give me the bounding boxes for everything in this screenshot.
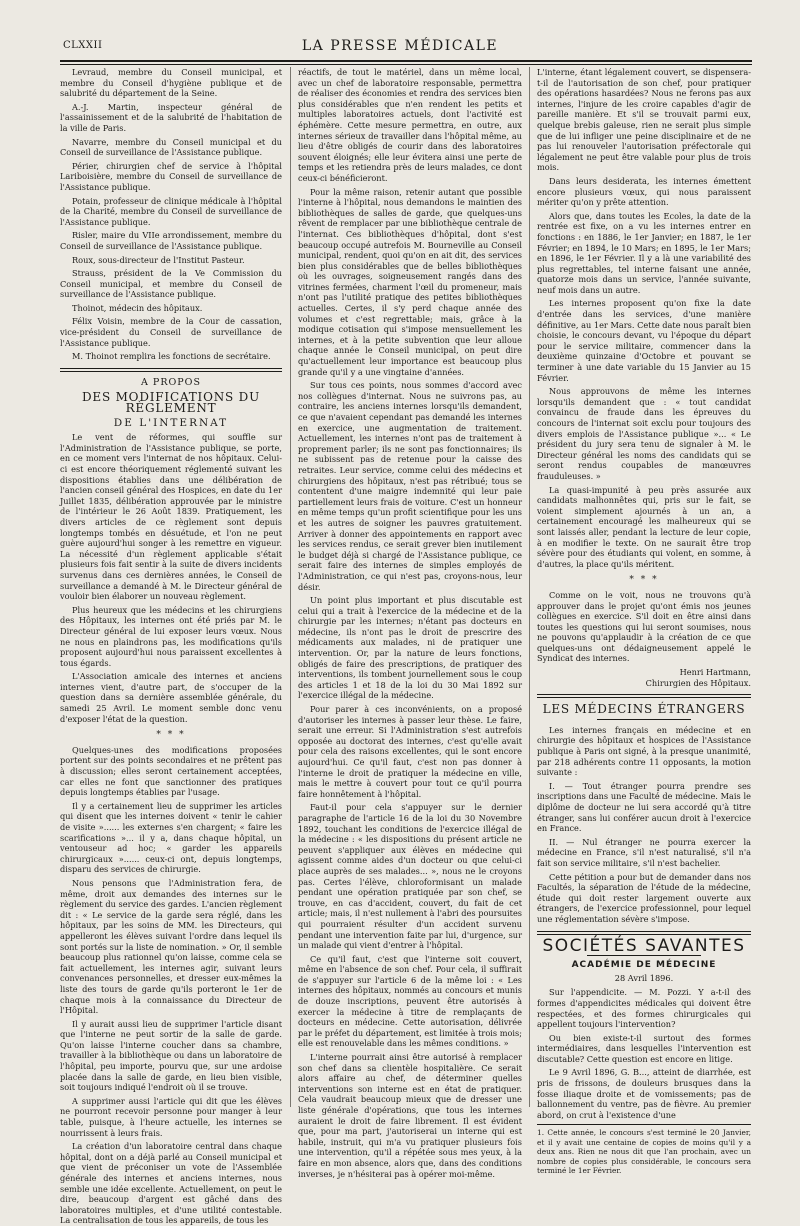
article-paragraph: Le 9 Avril 1896, G. B..., atteint de diarrhée, est pris de frissons, de douleurs brusques dans la fosse iliaque droite et de vomissements; pas de ballonnement du ventre, pas de fièvre. Au premier abord, on crut à l'existence d'une xyxy=(537,1067,751,1120)
commission-members-list xyxy=(60,67,282,362)
article-paragraph: La quasi-impunité à peu près assurée aux candidats malhonnêtes qui, pris sur le fait, se voient simplement ajournés à un an, a certainement encouragé les malheureux qui se sont laissés aller, pendant la lecture de leur copie, à en modifier le texte. On ne saurait être trop sévère pour des étudiants qui volent, en somme, à d'autres, la place qu'ils méritent. xyxy=(537,484,751,569)
section-rule xyxy=(537,694,751,698)
article-paragraph: L'Association amicale des internes et anciens internes vient, d'autre part, de s'occuper de la question dans sa dernière assemblée générale, du samedi 25 Avril. Le moment semble donc venu d'exposer l'état de la question. xyxy=(60,671,282,724)
article-paragraph: Sur l'appendicite. — M. Pozzi. Y a-t-il des formes d'appendicites médicales qui doivent être respectées, et des formes chirurgicales qui appellent toujours l'intervention? xyxy=(537,987,751,1030)
article-paragraph: II. — Nul étranger ne pourra exercer la médecine en France, s'il n'est naturalisé, s'il n'a fait son service militaire, s'il n'est bachelier. xyxy=(537,836,751,868)
section-dots: * * * xyxy=(156,730,186,741)
section-dots: * * * xyxy=(629,575,659,586)
member-entry: M. Thoinot remplira les fonctions de secrétaire. xyxy=(72,351,271,362)
article-paragraph: Ce qu'il faut, c'est que l'interne soit couvert, même en l'absence de son chef. Pour cela, il suffirait de s'appuyer sur l'article 6 de la même loi : « Les internes des hôpitaux, nommés au concours et munis de douze inscriptions, peuvent être autorisés à exercer la médecine à titre de remplaçants de docteurs en médecine. Cette autorisation, délivrée par le préfet du département, est limitée à trois mois; elle est renouvelable dans les mêmes conditions. » xyxy=(298,953,522,1049)
article-paragraph: réactifs, de tout le matériel, dans un même local, avec un chef de laboratoire responsable, permettra de réaliser des économies et rendra des services bien plus considérables que n'en rendent les petits et multiples laboratoires actuels, dont l'activité est éphémère. Cette mesure permettra, en outre, aux internes sérieux de travailler dans l'hôpital même, au lieu d'être obligés de courir dans des laboratoires souvent éloignés; elle leur évitera ainsi une perte de temps et les retiendra près de leurs malades, ce dont ceux-ci bénéficieront. xyxy=(298,67,522,183)
member-entry: A.-J. Martin, inspecteur général de l'assainissement et de la salubrité de l'habitation de la ville de Paris. xyxy=(60,101,282,133)
article-paragraph: Pour la même raison, retenir autant que possible l'interne à l'hôpital, nous demandons le maintien des bibliothèques de salles de garde, que quelques-uns rêvent de remplacer par une bibliothèque centrale de l'internat. Ces bibliothèques d'hôpital, dont s'est beaucoup occupé autrefois M. Bourneville au Conseil municipal, rendent, quoi qu'on en ait dit, des services bien plus considérables que de belles bibliothèques où les ouvrages, soigneusement rangés dans des vitrines fermées, charment l'œil du promeneur, mais n'ont pas l'utilité pratique des petites bibliothèques actuelles. Certes, il s'y perd chaque année des volumes et c'est regrettable; mais, grâce à la modique cotisation qui s'impose mensuellement les internes, et à la petite subvention que leur alloue chaque année le Conseil municipal, on peut dire qu'actuellement leur importance est beaucoup plus grande qu'il y a une vingtaine d'années. xyxy=(298,186,522,377)
article-paragraph: Le vent de réformes, qui souffle sur l'Administration de l'Assistance publique, se porte, en ce moment vers l'internat de nos hôpitaux. Celui-ci est encore théoriquement réglementé suivant les dispositions établies dans une délibération de l'ancien conseil général des Hospices, en date du 1er Juillet 1835, délibération approuvée par le ministre de l'intérieur le 26 Août 1839. Pratiquement, les divers articles de ce règlement sont depuis longtemps tombés en désuétude, et l'on ne peut guère aujourd'hui songer à les remettre en vigueur. La nécessité d'un règlement applicable s'était plusieurs fois fait sentir à la suite de divers incidents survenus dans ces dernières années, le Conseil de surveillance a demandé à M. le Directeur général de vouloir bien élaborer un nouveau règlement. xyxy=(60,432,282,602)
article-paragraph: Plus heureux que les médecins et les chirurgiens des Hôpitaux, les internes ont été priés par M. le Directeur général de lui exposer leurs vœux. Nous ne nous en plaindrons pas, les modifications qu'ils proposent aujourd'hui nous paraissent excellentes à tous égards. xyxy=(60,604,282,668)
member-entry: Potain, professeur de clinique médicale à l'hôpital de la Charité, membre du Conseil de surveillance de l'Assistance publique. xyxy=(60,195,282,227)
column-left xyxy=(60,67,282,1226)
member-entry: Navarre, membre du Conseil municipal et du Conseil de surveillance de l'Assistance publique. xyxy=(60,136,282,158)
member-entry: Thoinot, médecin des hôpitaux. xyxy=(72,302,203,313)
journal-title: LA PRESSE MÉDICALE xyxy=(301,38,499,54)
article-kicker: A PROPOS xyxy=(141,376,201,388)
member-entry: Strauss, président de la Ve Commission du Conseil municipal, et membre du Conseil de surveillance de l'Assistance publique. xyxy=(60,268,282,300)
article-paragraph: Les internes français en médecine et en chirurgie des hôpitaux et hospices de l'Assistance publique à Paris ont signé, à la presque unanimité, par 218 adhérents contre 11 opposants, la motion suivante : xyxy=(537,724,751,778)
column-divider xyxy=(290,67,291,1107)
page-header xyxy=(0,0,800,60)
article-paragraph: Nous approuvons de même les internes lorsqu'ils demandent que : « tout candidat convaincu de fraude dans les épreuves du concours de l'internat soit exclu pour toujours des divers emplois de l'Assistance publique »... « Le président du jury sera tenu de signaler à M. le Directeur général les noms des candidats qui se seront rendus coupables de manœuvres frauduleuses. » xyxy=(537,386,751,481)
article-paragraph: Ou bien existe-t-il surtout des formes intermédiaires, dans lesquelles l'intervention est discutable? Cette question est encore en litige. xyxy=(537,1032,751,1064)
article-paragraph: Alors que, dans toutes les Ecoles, la date de la rentrée est fixe, on a vu les internes entrer en fonctions : en 1886, le 1er Janvier; en 1887, le 1er Février; en 1894, le 10 Mars; en 1895, le 1er Mars; en 1896, le 1er Février. Il y a là une variabilité des plus regrettables, tel interne faisant une année, quatorze mois dans un service, l'année suivante, neuf mois dans un autre. xyxy=(537,210,751,295)
member-entry: Levraud, membre du Conseil municipal, et membre du Conseil d'hygiène publique et de salubrité du département de la Seine. xyxy=(60,67,282,99)
etrangers-title: LES MÉDECINS ÉTRANGERS xyxy=(542,702,746,717)
member-entry: Périer, chirurgien chef de service à l'hôpital Lariboisière, membre du Conseil de surveillance de l'Assistance publique. xyxy=(60,160,282,192)
session-date: 28 Avril 1896. xyxy=(614,972,674,983)
column-divider xyxy=(529,67,530,1107)
article-paragraph: Les internes proposent qu'on fixe la date d'entrée dans les services, d'une manière définitive, au 1er Mars. Cette date nous paraît bien choisie, le concours devant, vu l'époque du départ pour le service militaire, commencer dans la deuxième quinzaine d'Octobre et pouvant se terminer à une date variable du 15 Janvier au 15 Février. xyxy=(537,298,751,383)
column-right xyxy=(537,67,751,1176)
article-paragraph: I. — Tout étranger pourra prendre ses inscriptions dans une Faculté de médecine. Mais le diplôme de docteur ne lui sera accordé qu'à titre étranger, sans lui conférer aucun droit à l'exercice en France. xyxy=(537,780,751,834)
member-entry: Roux, sous-directeur de l'Institut Pasteur. xyxy=(72,254,245,265)
member-entry: Risler, maire du VIIe arrondissement, membre du Conseil de surveillance de l'Assistance publique. xyxy=(60,230,282,251)
article-paragraph: Nous pensons que l'Administration fera, de même, droit aux demandes des internes sur le règlement du service des gardes. L'ancien règlement dit : « Le service de la garde sera réglé, dans les hôpitaux, par les soins de MM. les Directeurs, qui appelleront les élèves suivant l'ordre dans lequel ils sont portés sur la liste de nomination. » Or, il semble beaucoup plus rationnel qu'on laisse, comme cela se fait actuellement, les internes agir, suivant leurs convenances personnelles, et dresser eux-mêmes la liste des tours de garde qu'ils porteront le 1er de chaque mois à la connaissance du Directeur de l'Hôpital. xyxy=(60,877,282,1016)
author-name: Henri Hartmann, xyxy=(679,667,751,678)
academie-title: ACADÉMIE DE MÉDECINE xyxy=(571,960,717,971)
header-rule xyxy=(60,60,752,65)
article-title: DES MODIFICATIONS DU RÈGLEMENT xyxy=(81,390,260,416)
article-subtitle: DE L'INTERNAT xyxy=(113,416,229,429)
article-paragraph: Pour parer à ces inconvénients, on a proposé d'autoriser les internes à passer leur thèse. Le faire, serait une erreur. Si l'Administration s'est autrefois opposée au doctorat des internes, c'est qu'elle avait pour cela des raisons excellentes, qui le sont encore aujourd'hui. Ce qu'il faut, c'est non pas donner à l'interne le droit de pratiquer la médecine en ville, mais le mettre à couvert pour tout ce qu'il pourra faire honnêtement à l'hôpital. xyxy=(298,704,522,799)
column-middle xyxy=(298,67,522,1179)
footnote: 1. Cette année, le concours s'est terminé le 20 Janvier, et il y avait une centaine de copies de moins qu'il y a deux ans. Rien ne nous dit que l'an prochain, avec un nombre de copies plus considérable, le concours sera terminé le 1er Février. xyxy=(537,1124,751,1175)
article-paragraph: Faut-il pour cela s'appuyer sur le dernier paragraphe de l'article 16 de la loi du 30 Novembre 1892, touchant les conditions de l'exercice illégal de la médecine : « les dispositions du présent article ne peuvent s'appliquer aux élèves en médecine qui agissent comme aides d'un docteur ou que celui-ci place auprès de ses malades... », nous ne le croyons pas. Certes l'élève, chloroformisant un malade pendant une opération pratiquée par son chef, se trouve, en cas d'accident, couvert, du fait de cet article; mais, il n'est nullement à l'abri des poursuites qui pourraient résulter d'un accident survenu pendant une intervention faite par lui, d'urgence, sur un malade qui vient d'entrer à l'hôpital. xyxy=(298,802,522,951)
article-paragraph: Un point plus important et plus discutable est celui qui a trait à l'exercice de la médecine et de la chirurgie par les internes; n'étant pas docteurs en médecine, ils n'ont pas le droit de prescrire des médicaments aux malades, ni de pratiquer une intervention. Or, par la nature de leurs fonctions, obligés de faire des prescriptions, de pratiquer des interventions, ils tombent journellement sous le coup des articles 1 et 18 de la loi du 30 Mai 1892 sur l'exercice illégal de la médecine. xyxy=(298,595,522,701)
article-paragraph: A supprimer aussi l'article qui dit que les élèves ne pourront recevoir personne pour manger à leur table, puisque, à l'heure actuelle, les internes se nourrissent à leurs frais. xyxy=(60,1095,282,1138)
article-paragraph: Sur tous ces points, nous sommes d'accord avec nos collègues d'internat. Nous ne suivrons pas, au contraire, les anciens internes lorsqu'ils demandent, ce que n'avaient cependant pas demandé les internes en exercice, une augmentation de traitement. Actuellement, les internes n'ont pas de traitement à proprement parler; ils ne sont pas fonctionnaires; ils ne subissent pas de retenue pour la caisse des retraites. Leur service, comme celui des médecins et chirurgiens des hôpitaux, n'est pas rétribué; tous se contentent d'une maigre indemnité qui leur paie partiellement leurs frais de voiture. C'est un honneur en même temps qu'un profit scientifique pour les uns et les autres de soigner les pauvres gratuitement. Arriver à donner des appointements en rapport avec les services rendus, ce serait grever bien inutilement le budget déjà si chargé de l'Assistance publique, ce serait faire des internes de simples employés de l'Administration, ce qui n'est pas, croyons-nous, leur désir. xyxy=(298,380,522,592)
societes-title: SOCIÉTÉS SAVANTES xyxy=(542,935,746,956)
article-paragraph: Quelques-unes des modifications proposées portent sur des points secondaires et ne prêtent pas à discussion; elles seront certainement acceptées, car elles ne font que sanctionner des pratiques depuis longtemps établies par l'usage. xyxy=(60,744,282,798)
article-paragraph: L'interne pourrait ainsi être autorisé à remplacer son chef dans sa clientèle hospitalière. Ce serait alors affaire au chef, de déterminer quelles interventions son interne est en état de pratiquer. Cela vaudrait beaucoup mieux que de dresser une liste générale d'opérations, que tous les internes auraient le droit de faire librement. Il est évident que, pour ma part, j'autoriserai un interne qui est habile, instruit, qui m'a vu pratiquer plusieurs fois une intervention, qu'il a répétée sous mes yeux, à la faire en mon absence, alors que, dans des conditions inverses, je n'hésiterai pas à opérer moi-même. xyxy=(298,1052,522,1179)
title-underline xyxy=(597,719,691,720)
article-paragraph: Dans leurs desiderata, les internes émettent encore plusieurs vœux, qui nous paraissent mériter qu'on y prête attention. xyxy=(537,175,751,208)
page-number: CLXXII xyxy=(63,40,103,51)
article-paragraph: Il y aurait aussi lieu de supprimer l'article disant que l'interne ne peut sortir de la salle de garde. Qu'on laisse l'interne coucher dans sa chambre, travailler à la bibliothèque ou dans un laboratoire de l'hôpital, peu importe, pourvu que, sur une ardoise placée dans la salle de garde, en lieu bien visible, soit toujours indiqué l'endroit où il se trouve. xyxy=(60,1018,282,1093)
section-rule xyxy=(60,368,282,372)
section-rule xyxy=(537,931,751,935)
article-paragraph: Comme on le voit, nous ne trouvons qu'à approuver dans le projet qu'ont émis nos jeunes collègues en exercice. S'il doit en être ainsi dans toutes les questions qui lui seront soumises, nous ne pouvons qu'applaudir à la création de ce que quelques-uns ont dédaigneusement appelé le Syndicat des internes. xyxy=(537,589,751,664)
article-paragraph: Cette pétition a pour but de demander dans nos Facultés, la séparation de l'étude de la médecine, étude qui doit rester largement ouverte aux étrangers, de l'exercice professionnel, pour lequel une réglementation sévère s'impose. xyxy=(537,871,751,924)
author-title: Chirurgien des Hôpitaux. xyxy=(645,677,751,688)
article-paragraph: L'interne, étant légalement couvert, se dispensera-t-il de l'autorisation de son chef, pour pratiquer des opérations hasardées? Nous ne ferons pas aux internes, l'injure de les croire capables d'agir de pareille manière. Et s'il se trouvait parmi eux, quelque brebis galeuse, rien ne serait plus simple que de lui infliger une peine disciplinaire et de ne pas lui renouveler l'autorisation préfectorale qui légalement ne peut être valable pour plus de trois mois. xyxy=(537,67,751,173)
member-entry: Félix Voisin, membre de la Cour de cassation, vice-président du Conseil de surveillance de l'Assistance publique. xyxy=(60,316,282,348)
article-paragraph: La création d'un laboratoire central dans chaque hôpital, dont on a déjà parlé au Conseil municipal et que vient de préconiser un vote de l'Assemblée générale des internes et anciens internes, nous semble une idée excellente. Actuellement, on peut le dire, beaucoup d'argent est gâché dans des laboratoires multiples, et d'une utilité contestable. La centralisation de tous les appareils, de tous les xyxy=(60,1141,282,1226)
article-paragraph: Il y a certainement lieu de supprimer les articles qui disent que les internes doivent « tenir le cahier de visite »...... les externes s'en chargent; « faire les scarifications »... il y a, dans chaque hôpital, un ventouseur ad hoc; « garder les appareils chirurgicaux »...... ceux-ci ont, depuis longtemps, disparu des services de chirurgie. xyxy=(60,800,282,875)
